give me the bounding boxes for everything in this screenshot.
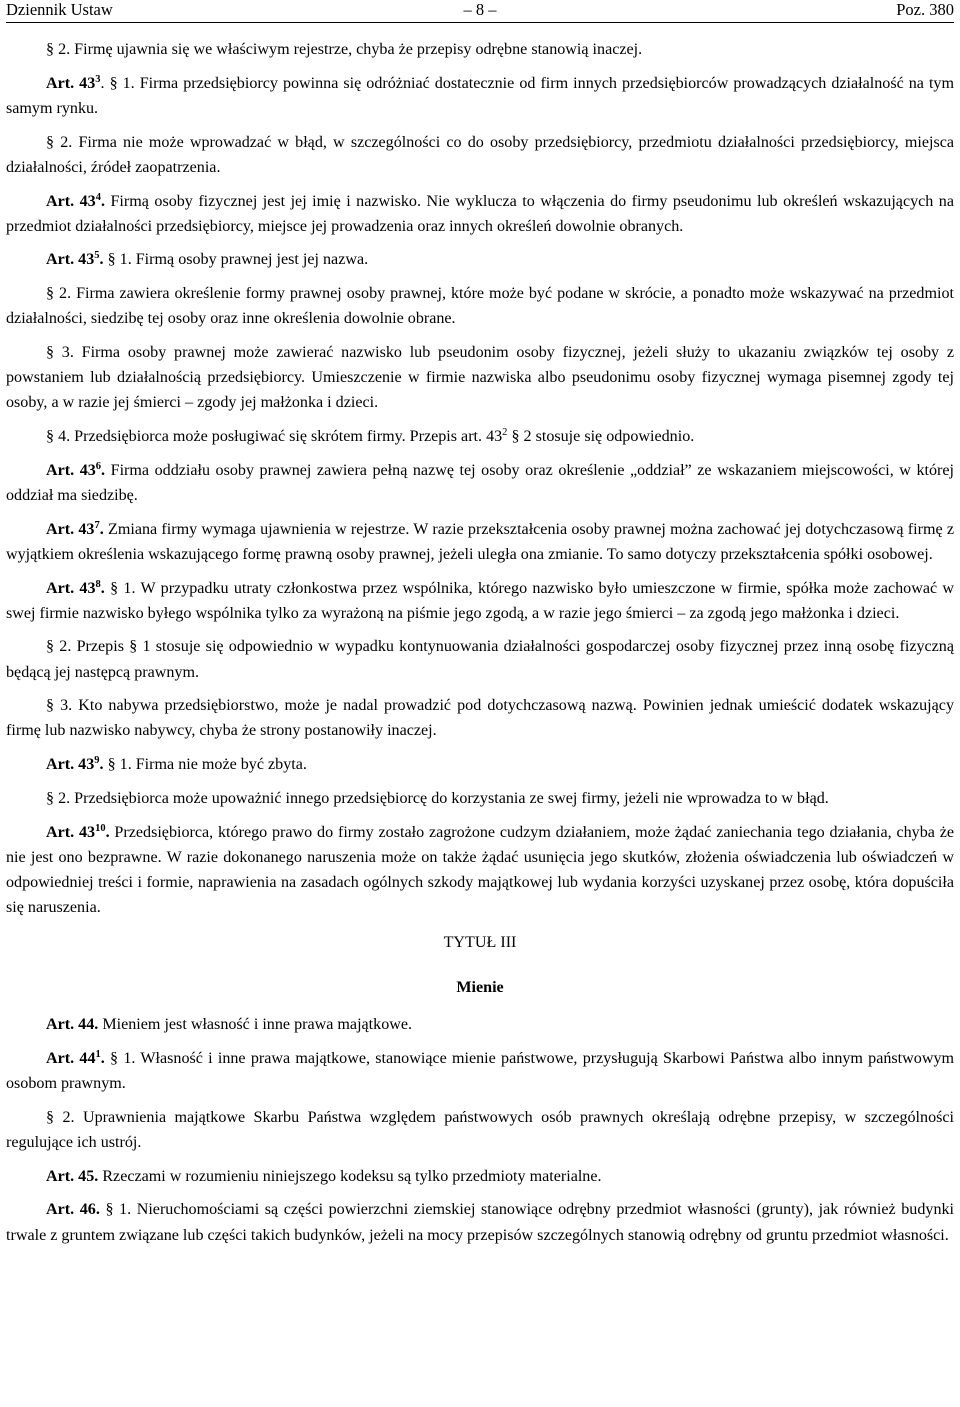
paragraph-art43-8: Art. $43^8$. § 1. W przypadku utraty członkostwa przez wspólnika, którego nazwisko było umieszczone w firmie, spółka może zachować w swej firmie nazwisko byłego wspólnika tylko za wyrażoną na piśmie jego zgodą, a w razie jego śmierci – za zgodą jego małżonka i dzieci.	[6, 578, 955, 622]
journal-name: Dziennik Ustaw	[6, 0, 113, 19]
paragraph-art43-9: Art. $43^9$. § 1. Firma nie może być zbyta.	[46, 755, 307, 774]
article-label: Art. 45.	[46, 1167, 99, 1185]
position-number: Poz. 380	[896, 0, 954, 19]
page-header	[6, 0, 954, 23]
article-label: Art. $43^4$.	[46, 191, 105, 210]
paragraph-art44-1-par2: § 2. Uprawnienia majątkowe Skarbu Państwa względem państwowych osób prawnych określają odrębne przepisy, w szczególności regulujące ich ustrój.	[6, 1108, 954, 1151]
title-block	[6, 930, 954, 1000]
paragraph-art43-9-par2: § 2. Przedsiębiorca może upoważnić innego przedsiębiorcę do korzystania ze swej firmy, jeżeli nie wprowadza to w błąd.	[46, 789, 829, 807]
article-label: Art. 46.	[46, 1201, 100, 1219]
article-label: Art. 44.	[46, 1016, 99, 1034]
paragraph-art45: Art. 45. Rzeczami w rozumieniu niniejszego kodeksu są tylko przedmioty materialne.	[46, 1167, 602, 1185]
title-subheading: Mienie	[456, 979, 504, 997]
paragraph-art43-3-par2: § 2. Firma nie może wprowadzać w błąd, w szczególności co do osoby przedsiębiorcy, przedmiotu działalności przedsiębiorcy, miejsca działalności, źródeł zaopatrzenia.	[6, 133, 954, 176]
paragraph-art43-10: Art. $43^{10}$. Przedsiębiorca, którego prawo do firmy zostało zagrożone cudzym działaniem, może żądać zaniechania tego działania, chyba że nie jest ono bezprawne. W razie dokonanego naruszenia może on także żądać usunięcia jego skutków, złożenia oświadczenia lub oświadczeń w odpowiedniej treści i formie, naprawienia na zasadach ogólnych szkody majątkowej lub wydania korzyści uzyskanej przez osobę, która dopuściła się naruszenia.	[6, 822, 955, 917]
paragraph-art43-6: Art. $43^6$. Firma oddziału osoby prawnej zawiera pełną nazwę tej osoby oraz określenie „oddział” ze wskazaniem miejscowości, w której oddział ma siedzibę.	[6, 460, 955, 504]
paragraph-art43-5: Art. $43^5$. § 1. Firmą osoby prawnej jest jej nazwa.	[46, 250, 369, 269]
article-label: Art. $43^7$.	[46, 519, 104, 538]
paragraph-art43-2-par2: § 2. Firmę ujawnia się we właściwym rejestrze, chyba że przepisy odrębne stanowią inaczej.	[46, 41, 643, 58]
paragraph-art43-5-par2: § 2. Firma zawiera określenie formy prawnej osoby prawnej, które może być podane w skrócie, a ponadto może wskazywać na przedmiot działalności, siedzibę tej osoby oraz inne określenia dowolnie obrane.	[6, 285, 954, 328]
article-label: Art. $43^3$	[46, 73, 101, 92]
paragraph-art43-7: Art. $43^7$. Zmiana firmy wymaga ujawnienia w rejestrze. W razie przekształcenia osoby prawnej można zachować jej dotychczasową firmę z wyjątkiem określenia wskazującego formę prawną osoby prawnej, jeżeli uległa ona zmianie. To samo dotyczy przekształcenia spółki osobowej.	[6, 519, 954, 563]
paragraph-art46: Art. 46. § 1. Nieruchomościami są części powierzchni ziemskiej stanowiące odrębny przedmiot własności (grunty), jak również budynki trwale z gruntem związane lub części takich budynków, jeżeli na mocy przepisów szczególnych stanowią odrębny od gruntu przedmiot własności.	[6, 1201, 955, 1244]
document-body	[6, 23, 954, 1248]
article-label: Art. $43^{10}$.	[46, 822, 110, 841]
paragraph-art44: Art. 44. Mieniem jest własność i inne prawa majątkowe.	[46, 1016, 413, 1034]
article-label: Art. $43^6$.	[46, 460, 106, 479]
paragraph-art43-5-par4: § 4. Przedsiębiorca może posługiwać się skrótem firmy. Przepis art. $43^2$ § 2 stosuje się odpowiednio.	[46, 427, 695, 446]
article-label: Art. $43^5$.	[46, 250, 104, 269]
title-heading: TYTUŁ III	[443, 934, 517, 952]
paragraph-art43-3: Art. $43^3$. § 1. Firma przedsiębiorcy powinna się odróżniać dostatecznie od firm innych przedsiębiorców prowadzących działalność na tym samym rynku.	[6, 73, 954, 117]
article-label: Art. $43^8$.	[46, 578, 105, 597]
paragraph-art43-5-par3: § 3. Firma osoby prawnej może zawierać nazwisko lub pseudonim osoby fizycznej, jeżeli służy to ukazaniu związków tej osoby z powstaniem lub działalnością przedsiębiorcy. Umieszczenie w firmie nazwiska albo pseudonimu osoby fizycznej wymaga pisemnej zgody tej osoby, a w razie jej śmierci – zgody jej małżonka i dzieci.	[6, 344, 954, 412]
article-label: Art. $43^9$.	[46, 755, 104, 774]
paragraph-art43-8-par2: § 2. Przepis § 1 stosuje się odpowiednio w wypadku kontynuowania działalności gospodarczej osoby fizycznej przez inną osobę fizyczną będącą jej następcą prawnym.	[6, 638, 954, 681]
paragraph-art43-8-par3: § 3. Kto nabywa przedsiębiorstwo, może je nadal prowadzić pod dotychczasową nazwą. Powinien jednak umieścić dodatek wskazujący firmę lub nazwisko nabywcy, chyba że strony postanowiły inaczej.	[6, 697, 954, 740]
article-label: Art. $44^1$.	[46, 1048, 105, 1067]
page-number: – 8 –	[463, 0, 497, 19]
paragraph-art43-4: Art. $43^4$. Firmą osoby fizycznej jest jej imię i nazwisko. Nie wyklucza to włączenia do firmy pseudonimu lub określeń wskazujących na przedmiot działalności przedsiębiorcy, miejsce jej prowadzenia oraz innych określeń dowolnie obranych.	[6, 191, 954, 235]
paragraph-art44-1: Art. $44^1$. § 1. Własność i inne prawa majątkowe, stanowiące mienie państwowe, przysługują Skarbowi Państwa albo innym państwowym osobom prawnym.	[6, 1048, 955, 1092]
